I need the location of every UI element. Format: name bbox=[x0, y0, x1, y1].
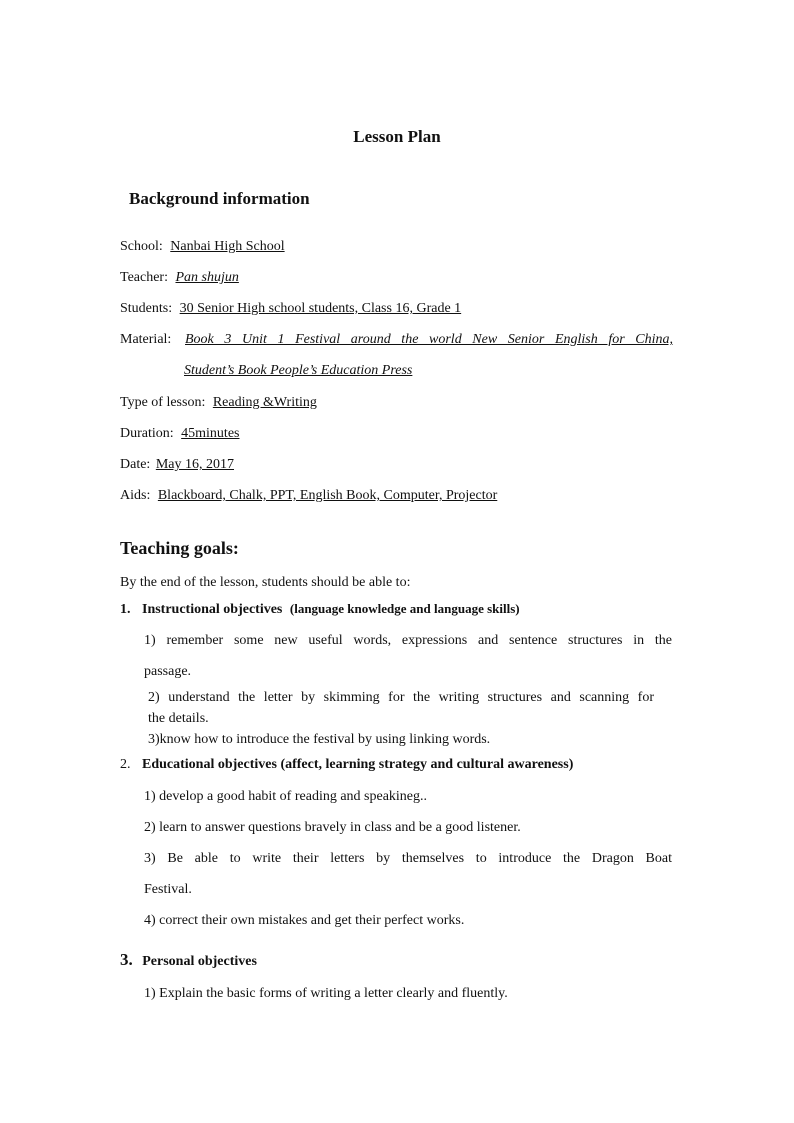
s1-item-3: 3)know how to introduce the festival by using linking words. bbox=[148, 732, 491, 747]
s2-item-3-line2: Festival. bbox=[144, 882, 192, 897]
s2-item-3-line1: 3) Be able to write their letters by themselves to introduce the Dragon Boat bbox=[144, 851, 672, 866]
s1-item-1-line2: passage. bbox=[144, 664, 192, 679]
s2-item-1: 1) develop a good habit of reading and speakineg.. bbox=[144, 789, 428, 804]
section-1-heading-row bbox=[120, 601, 520, 618]
s1-item-2-line1: 2) understand the letter by skimming for the writing structures and scanning for bbox=[148, 690, 654, 705]
section-2-heading-row bbox=[120, 757, 573, 773]
type-value: Reading &Writing bbox=[212, 395, 317, 410]
aids-value: Blackboard, Chalk, PPT, English Book, Computer, Projector bbox=[157, 488, 498, 503]
section-2-number: 2. bbox=[120, 757, 131, 772]
students-label: Students: bbox=[120, 301, 173, 316]
aids-label: Aids: bbox=[120, 488, 151, 503]
date-label: Date: bbox=[120, 457, 151, 472]
s2-item-2: 2) learn to answer questions bravely in class and be a good listener. bbox=[144, 820, 521, 835]
duration-value: 45minutes bbox=[181, 426, 240, 441]
section-1-heading: Instructional objectives bbox=[142, 602, 283, 617]
section-1-subheading: (language knowledge and language skills) bbox=[289, 601, 520, 616]
section-2-heading: Educational objectives (affect, learning strategy and cultural awareness) bbox=[142, 757, 574, 772]
s1-item-2-line2: the details. bbox=[148, 711, 209, 726]
duration-label: Duration: bbox=[120, 426, 174, 441]
type-row bbox=[120, 395, 317, 411]
section-3-number: 3. bbox=[120, 950, 133, 969]
background-heading: Background information bbox=[129, 189, 310, 208]
teacher-value: Pan shujun bbox=[175, 270, 239, 285]
duration-row bbox=[120, 426, 240, 442]
material-label: Material: bbox=[120, 332, 172, 347]
page-title: Lesson Plan bbox=[353, 127, 441, 146]
section-1-number: 1. bbox=[120, 602, 131, 617]
type-label: Type of lesson: bbox=[120, 395, 206, 410]
goals-intro: By the end of the lesson, students should be able to: bbox=[120, 575, 411, 590]
school-label: School: bbox=[120, 239, 163, 254]
material-row bbox=[120, 332, 171, 348]
s2-item-4: 4) correct their own mistakes and get their perfect works. bbox=[144, 913, 465, 928]
date-row bbox=[120, 457, 234, 473]
students-value: 30 Senior High school students, Class 16, Grade 1 bbox=[179, 301, 462, 316]
teaching-goals-heading: Teaching goals: bbox=[120, 538, 239, 558]
material-value-line1: Book 3 Unit 1 Festival around the world New Senior English for China, bbox=[185, 332, 673, 347]
s1-item-1-line1: 1) remember some new useful words, expressions and sentence structures in the bbox=[144, 633, 672, 648]
material-value-line2: Student’s Book People’s Education Press bbox=[184, 363, 413, 378]
date-value: May 16, 2017 bbox=[155, 457, 234, 472]
school-row bbox=[120, 239, 285, 255]
school-value: Nanbai High School bbox=[170, 239, 285, 254]
students-row bbox=[120, 301, 461, 317]
aids-row bbox=[120, 488, 497, 504]
s3-item-1: 1) Explain the basic forms of writing a letter clearly and fluently. bbox=[144, 986, 508, 1001]
teacher-label: Teacher: bbox=[120, 270, 168, 285]
section-3-heading-row bbox=[120, 950, 257, 970]
teacher-row bbox=[120, 270, 239, 286]
section-3-heading: Personal objectives bbox=[142, 954, 257, 969]
